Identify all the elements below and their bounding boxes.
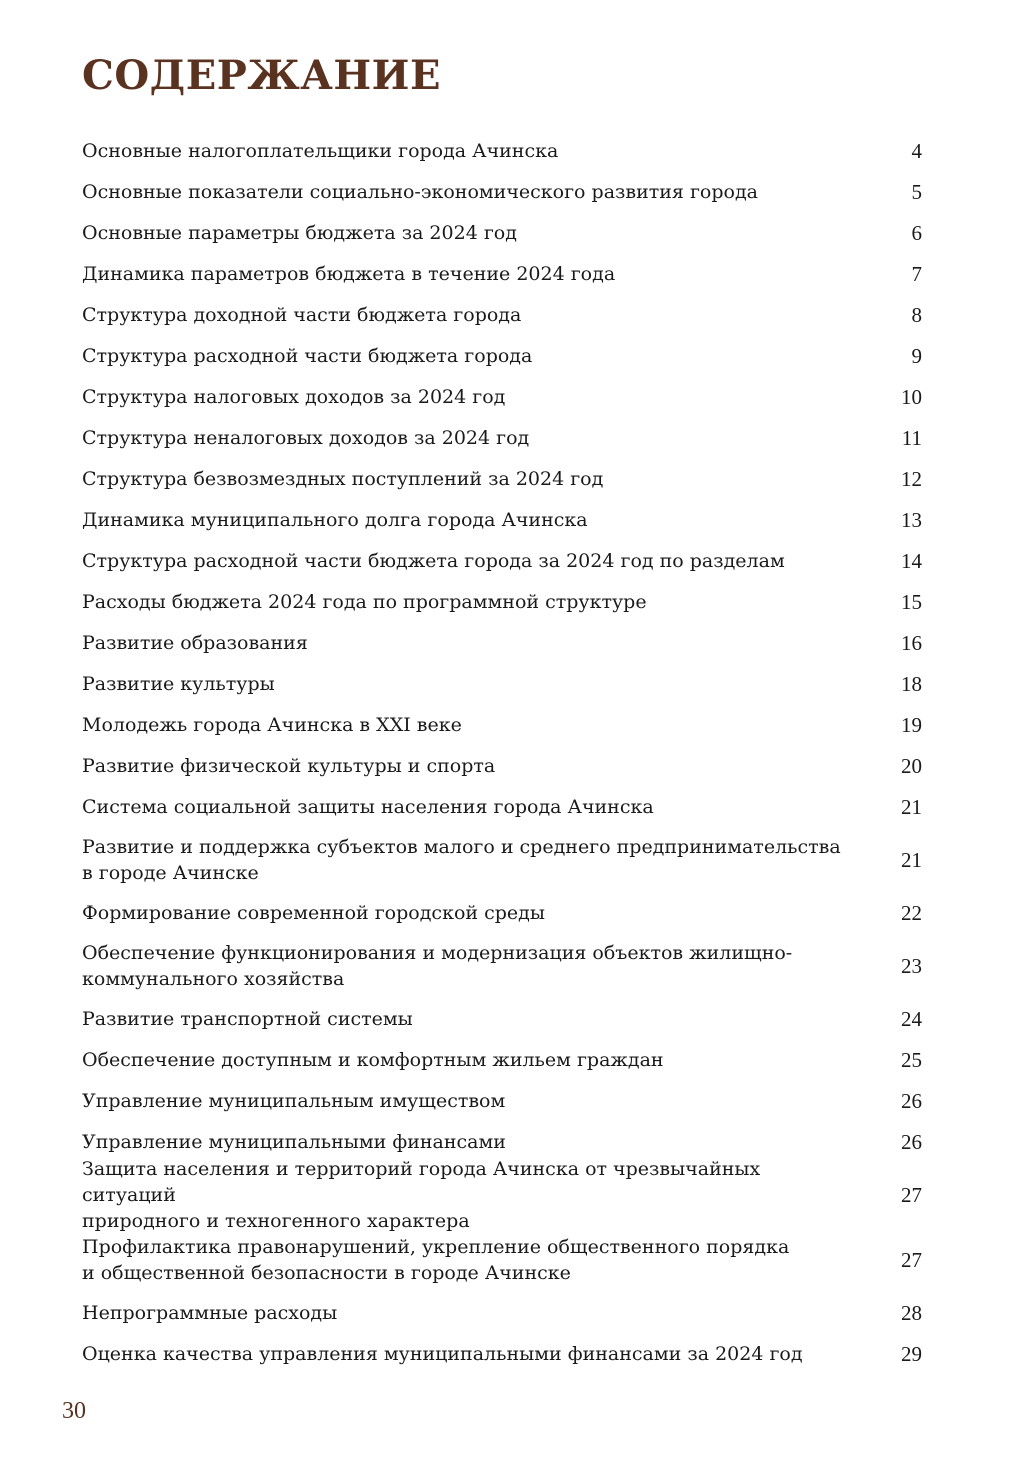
- toc-entry-title: Оценка качества управления муниципальными финансами за 2024 год: [82, 1342, 803, 1365]
- toc-entry-page: 10: [901, 384, 922, 409]
- toc-entry-page: 27: [901, 1247, 922, 1272]
- toc-entry-title: Основные параметры бюджета за 2024 год: [82, 221, 517, 244]
- toc-entry[interactable]: [82, 786, 942, 827]
- toc-entry-page: 26: [901, 1088, 922, 1113]
- toc-entry-title: Развитие физической культуры и спорта: [82, 754, 496, 777]
- toc-entry[interactable]: [82, 212, 942, 253]
- toc-entry-title: Структура налоговых доходов за 2024 год: [82, 385, 506, 408]
- toc-entry[interactable]: [82, 417, 942, 458]
- toc-entry[interactable]: [82, 540, 942, 581]
- toc-entry-page: 22: [901, 900, 922, 925]
- toc-entry[interactable]: [82, 933, 942, 998]
- toc-entry-title: Молодежь города Ачинска в XXI веке: [82, 713, 462, 736]
- toc-entry[interactable]: [82, 171, 942, 212]
- table-of-contents: [82, 130, 942, 1374]
- toc-entry-page: 27: [901, 1182, 922, 1207]
- toc-entry-page: 29: [901, 1341, 922, 1366]
- toc-entry[interactable]: [82, 1333, 942, 1374]
- toc-entry[interactable]: [82, 1039, 942, 1080]
- toc-entry-page: 14: [901, 548, 922, 573]
- toc-entry[interactable]: [82, 622, 942, 663]
- toc-entry-title: Структура безвозмездных поступлений за 2024 год: [82, 467, 604, 490]
- toc-entry-page: 9: [911, 343, 922, 368]
- toc-entry[interactable]: [82, 1227, 942, 1292]
- toc-entry-title: Управление муниципальными финансами: [82, 1130, 506, 1153]
- toc-entry-page: 21: [901, 847, 922, 872]
- toc-entry-page: 15: [901, 589, 922, 614]
- toc-entry-page: 13: [901, 507, 922, 532]
- toc-entry-page: 23: [901, 953, 922, 978]
- toc-entry[interactable]: [82, 663, 942, 704]
- toc-entry-title: Развитие транспортной системы: [82, 1007, 413, 1030]
- page-title: СОДЕРЖАНИЕ: [82, 52, 441, 99]
- toc-entry-title: Основные налогоплательщики города Ачинска: [82, 139, 559, 162]
- toc-entry-page: 25: [901, 1047, 922, 1072]
- toc-entry-title: Расходы бюджета 2024 года по программной структуре: [82, 590, 647, 613]
- toc-entry-title: Обеспечение доступным и комфортным жильем граждан: [82, 1048, 664, 1071]
- toc-entry-page: 11: [901, 425, 922, 450]
- toc-entry[interactable]: [82, 1292, 942, 1333]
- toc-entry[interactable]: [82, 1157, 942, 1232]
- toc-entry-page: 4: [911, 138, 922, 163]
- toc-entry-title: Защита населения и территорий города Ачинска от чрезвычайных ситуаций природного и техногенного характера: [82, 1157, 761, 1232]
- toc-entry[interactable]: [82, 1080, 942, 1121]
- toc-entry-title: Динамика муниципального долга города Ачинска: [82, 508, 588, 531]
- toc-entry[interactable]: [82, 827, 942, 892]
- toc-entry-title: Развитие культуры: [82, 672, 275, 695]
- toc-entry-title: Развитие и поддержка субъектов малого и среднего предпринимательства в городе Ачинске: [82, 835, 841, 884]
- toc-entry-page: 12: [901, 466, 922, 491]
- toc-entry[interactable]: [82, 130, 942, 171]
- toc-entry-page: 7: [911, 261, 922, 286]
- toc-entry-page: 20: [901, 753, 922, 778]
- toc-entry-title: Структура расходной части бюджета города: [82, 344, 533, 367]
- toc-entry[interactable]: [82, 335, 942, 376]
- toc-entry-page: 28: [901, 1300, 922, 1325]
- page-number: 30: [62, 1398, 86, 1424]
- toc-entry[interactable]: [82, 376, 942, 417]
- toc-entry-page: 16: [901, 630, 922, 655]
- toc-entry-page: 21: [901, 794, 922, 819]
- toc-entry-page: 5: [911, 179, 922, 204]
- toc-entry[interactable]: [82, 892, 942, 933]
- toc-entry-title: Структура расходной части бюджета города за 2024 год по разделам: [82, 549, 785, 572]
- toc-entry-title: Развитие образования: [82, 631, 308, 654]
- toc-entry-page: 8: [911, 302, 922, 327]
- toc-entry-title: Динамика параметров бюджета в течение 2024 года: [82, 262, 616, 285]
- toc-entry[interactable]: [82, 458, 942, 499]
- toc-entry[interactable]: [82, 745, 942, 786]
- toc-entry-page: 18: [901, 671, 922, 696]
- toc-entry-title: Система социальной защиты населения города Ачинска: [82, 795, 654, 818]
- toc-entry[interactable]: [82, 294, 942, 335]
- toc-entry-title: Формирование современной городской среды: [82, 901, 545, 924]
- toc-entry[interactable]: [82, 704, 942, 745]
- toc-entry-title: Структура доходной части бюджета города: [82, 303, 522, 326]
- toc-entry[interactable]: [82, 998, 942, 1039]
- toc-entry-title: Управление муниципальным имуществом: [82, 1089, 506, 1112]
- toc-entry-page: 24: [901, 1006, 922, 1031]
- toc-entry[interactable]: [82, 499, 942, 540]
- toc-entry-title: Непрограммные расходы: [82, 1301, 338, 1324]
- toc-entry[interactable]: [82, 253, 942, 294]
- toc-entry-title: Основные показатели социально-экономического развития города: [82, 180, 758, 203]
- toc-entry-page: 26: [901, 1129, 922, 1154]
- toc-entry-title: Структура неналоговых доходов за 2024 год: [82, 426, 530, 449]
- toc-entry-title: Профилактика правонарушений, укрепление общественного порядка и общественной безопасности в городе Ачинске: [82, 1235, 790, 1284]
- toc-entry-page: 6: [911, 220, 922, 245]
- toc-entry[interactable]: [82, 581, 942, 622]
- toc-entry-title: Обеспечение функционирования и модернизация объектов жилищно- коммунального хозяйства: [82, 941, 793, 990]
- toc-entry-page: 19: [901, 712, 922, 737]
